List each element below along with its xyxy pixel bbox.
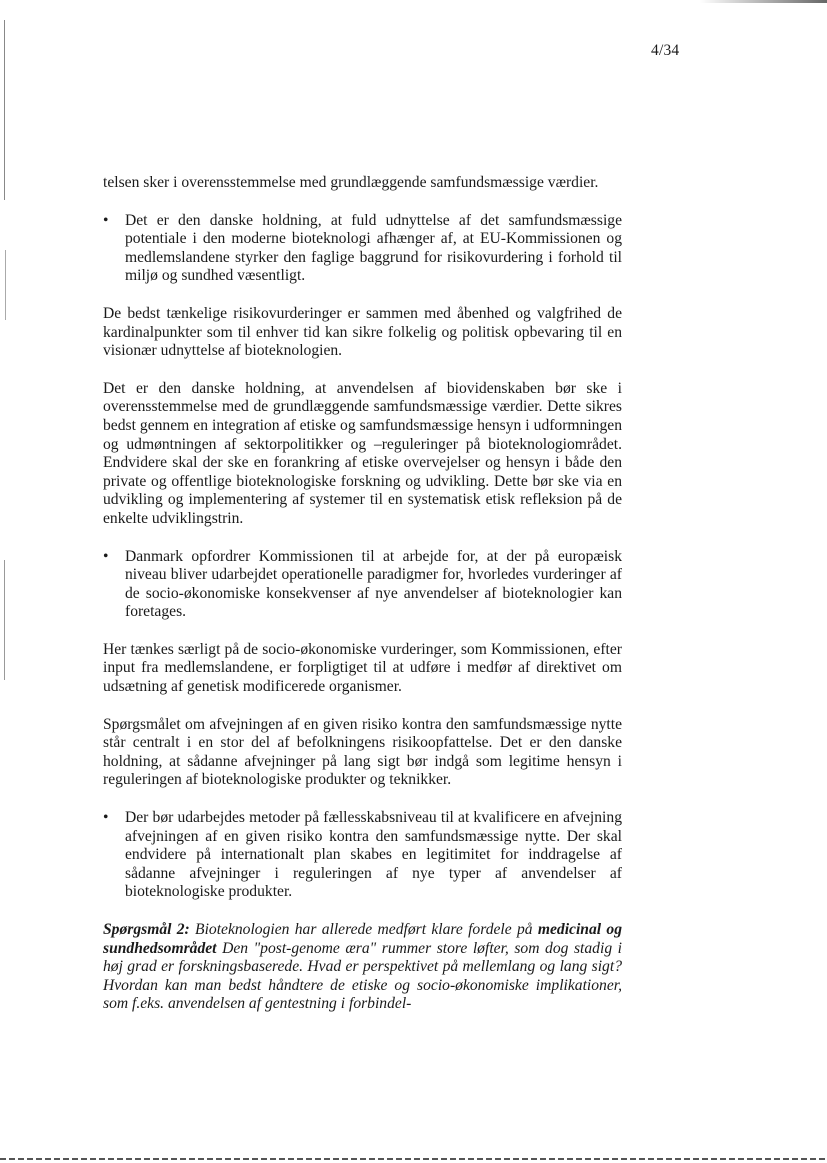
list-item xyxy=(103,809,622,902)
paragraph: Spørgsmålet om afvejningen af en given risiko kontra den samfundsmæssige nytte står centralt i en stor del af befolkningens risikoopfattelse. Det er den danske holdning, at sådanne afvejninger på lang sigt bør indgå som legitime hensyn i reguleringen af bioteknologiske produkter og teknikker. xyxy=(103,715,622,789)
scan-artifact-left xyxy=(4,560,5,680)
paragraph: telsen sker i overensstemmelse med grundlæggende samfundsmæssige værdier. xyxy=(103,174,599,191)
bullet-text: Danmark opfordrer Kommissionen til at arbejde for, at der på europæisk niveau bliver udarbejdet operationelle paradigmer for, hvorledes vurderinger af de socio-økonomiske konsekvenser af nye anvendelser af bioteknologier kan foretages. xyxy=(125,547,622,621)
question-text: Bioteknologien har allerede medført klare fordele på xyxy=(189,921,538,938)
question-emphasis: medicinal og sundhedsområdet xyxy=(103,921,622,957)
list-item xyxy=(103,212,622,286)
bullet-text: Der bør udarbejdes metoder på fællesskabsniveau til at kvalificere en afvejning afvejningen af en given risiko kontra den samfundsmæssige nytte. Der skal endvidere på internationalt plan skabes en legitimitet for inddragelse af sådanne afvejninger i reguleringen af nye typer af anvendelser af bioteknologiske produkter. xyxy=(125,809,622,901)
scan-artifact-bottom xyxy=(0,1158,827,1160)
paragraph: Det er den danske holdning, at anvendelsen af biovidenskaben bør ske i overensstemmelse med de grundlæggende samfundsmæssige værdier. Dette sikres bedst gennem en integration af etiske og samfundsmæssige hensyn i udformningen og udmøntningen af sektorpolitikker og –reguleringer på bioteknologiområdet. Endvidere skal der ske en forankring af etiske overvejelser og hensyn i både den private og offentlige bioteknologiske forskning og udvikling. Dette bør ske via en udvikling og implementering af systemer til en systematisk etisk refleksion på de enkelte udviklingstrin. xyxy=(103,379,622,527)
question-text: Den "post-genome æra" rummer store løfter, som dog stadig i høj grad er forskningsbaserede. Hvad er perspektivet på mellemlang og lang sigt? Hvordan kan man bedst håndtere de etiske og socio-økonomiske implikationer, som f.eks. anvendelsen af gentestning i forbindel- xyxy=(103,939,622,1013)
document-body xyxy=(103,174,622,1033)
scan-artifact-left xyxy=(5,250,6,320)
page-number: 4/34 xyxy=(651,42,680,59)
scan-artifact-left xyxy=(4,20,5,200)
bullet-list xyxy=(103,809,622,902)
bullet-icon: • xyxy=(103,547,109,565)
paragraph: De bedst tænkelige risikovurderinger er sammen med åbenhed og valgfrihed de kardinalpunkter som til enhver tid kan sikre folkelig og politisk opbevaring til en visionær udnyttelse af bioteknologien. xyxy=(103,304,622,360)
scan-artifact-top xyxy=(700,0,827,3)
question-paragraph xyxy=(103,921,622,1014)
paragraph: Her tænkes særligt på de socio-økonomiske vurderinger, som Kommissionen, efter input fra medlemslandene, er forpligtiget til at udføre i medfør af direktivet om udsætning af genetisk modificerede organismer. xyxy=(103,640,622,696)
bullet-list xyxy=(103,212,622,286)
question-label: Spørgsmål 2: xyxy=(103,921,190,938)
bullet-text: Det er den danske holdning, at fuld udnyttelse af det samfundsmæssige potentiale i den moderne bioteknologi afhænger af, at EU-Kommissionen og medlemslandene styrker den faglige baggrund for risikovurdering i forhold til miljø og sundhed væsentligt. xyxy=(125,211,622,285)
bullet-icon: • xyxy=(103,211,109,229)
bullet-icon: • xyxy=(103,809,109,827)
list-item xyxy=(103,548,622,622)
bullet-list xyxy=(103,548,622,622)
